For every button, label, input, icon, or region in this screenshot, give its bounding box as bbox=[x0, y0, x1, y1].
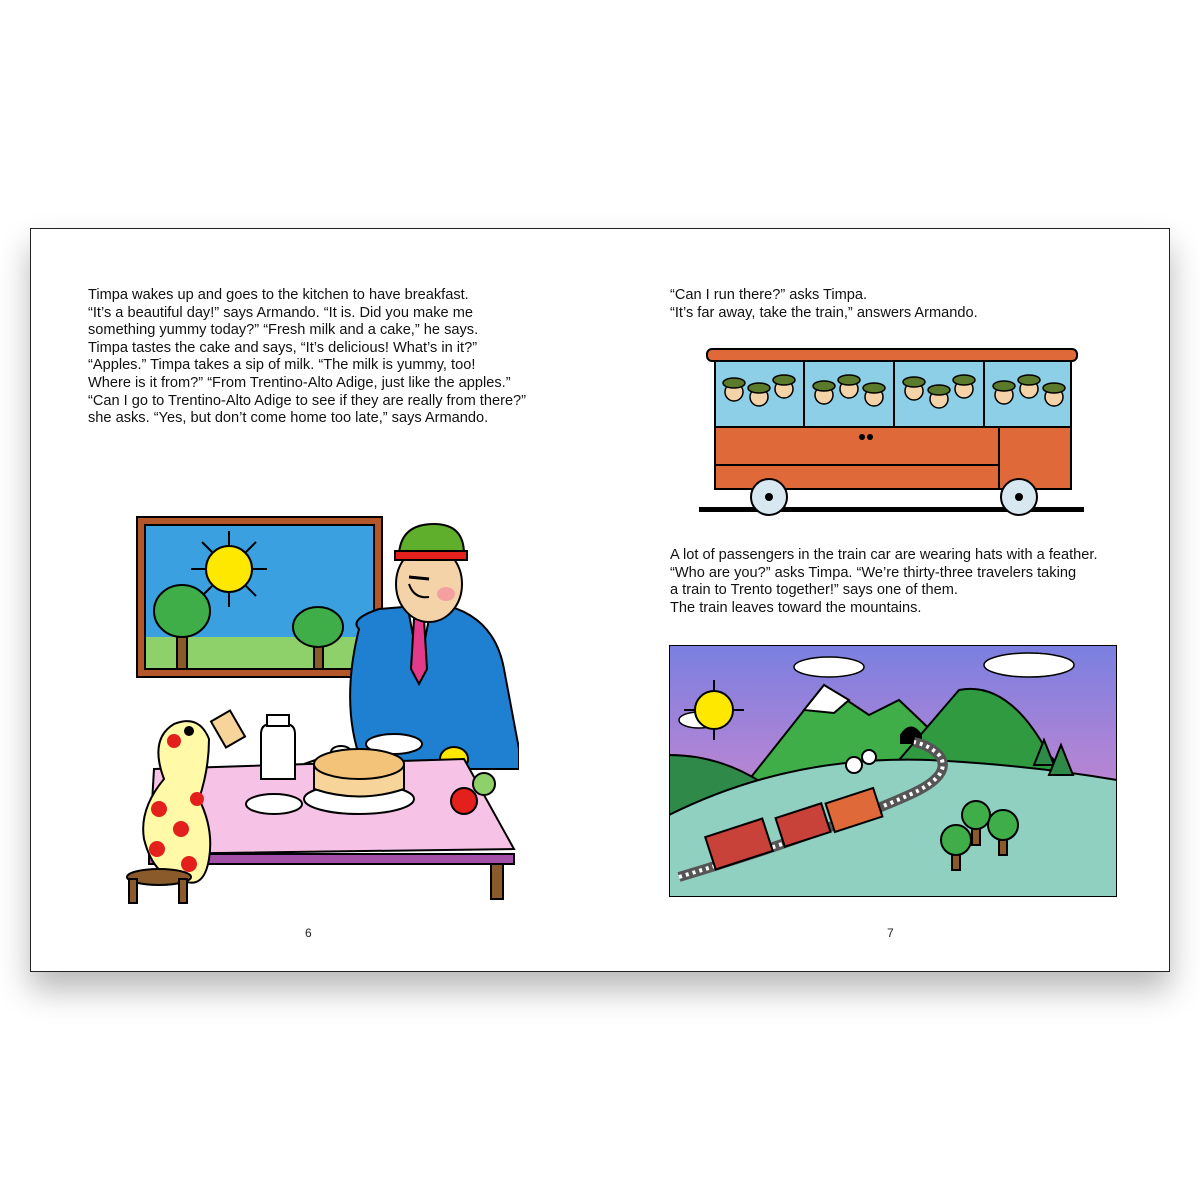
mountain-train-illustration bbox=[669, 645, 1117, 897]
page-number-left: 6 bbox=[305, 926, 312, 940]
train-car-illustration bbox=[699, 347, 1089, 522]
right-page-paragraph-1: “Can I run there?” asks Timpa. “It’s far away, take the train,” answers Armando. bbox=[670, 287, 978, 321]
breakfast-illustration bbox=[109, 509, 519, 904]
right-page-paragraph-2: A lot of passengers in the train car are wearing hats with a feather. “Who are you?” asks Timpa. “We’re thirty-three travelers taking a train to Trento together!” says one of them. The train leaves toward the mountains. bbox=[670, 547, 1098, 616]
page-number-right: 7 bbox=[887, 926, 894, 940]
book-spread bbox=[30, 228, 1170, 972]
left-page-paragraph: Timpa wakes up and goes to the kitchen to have breakfast. “It’s a beautiful day!” says Armando. “It is. Did you make me something yummy today?” “Fresh milk and a cake,” he says. Timpa tastes the cake and says, “It’s delicious! What’s in it?” “Apples.” Timpa takes a sip of milk. “The milk is yummy, too! Where is it from?” “From Trentino-Alto Adige, just like the apples.” “Can I go to Trentino-Alto Adige to see if they are really from there?” she asks. “Yes, but don’t come home too late,” says Armando. bbox=[88, 287, 527, 427]
